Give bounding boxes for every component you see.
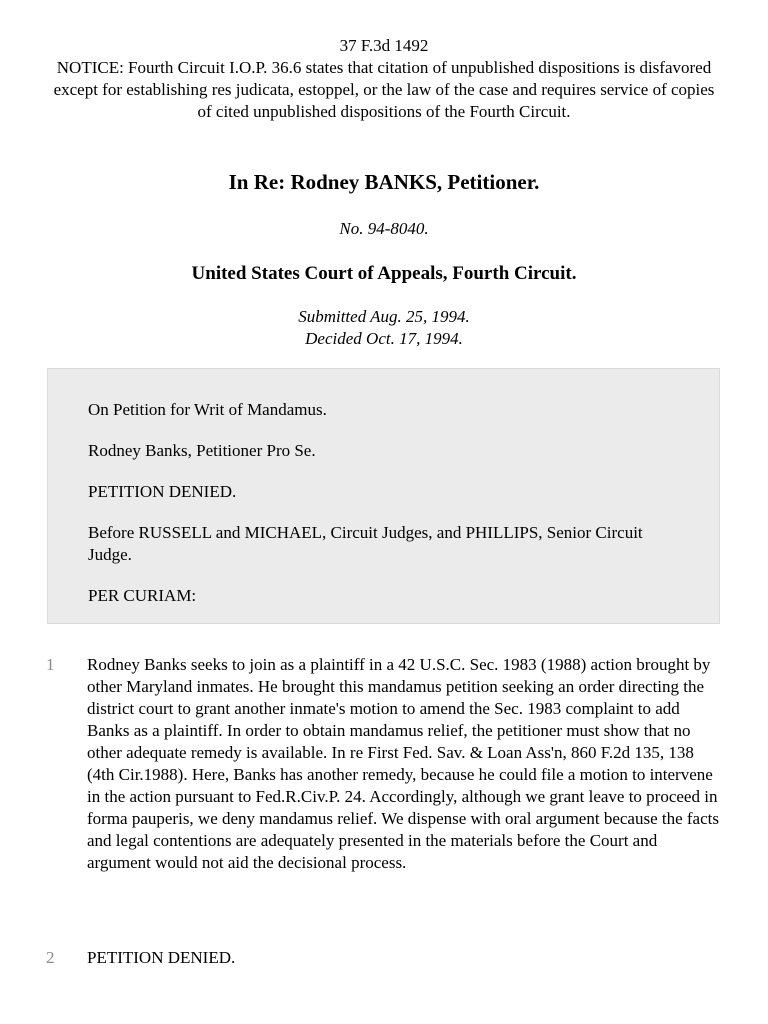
case-title: In Re: Rodney BANKS, Petitioner. [228,170,540,194]
court-name: United States Court of Appeals, Fourth Circuit. [191,263,577,284]
citation: 37 F.3d 1492 [339,36,429,55]
case-dates [0,306,768,350]
paragraph-number: 1 [46,655,55,674]
decided-date: Decided Oct. 17, 1994. [305,329,463,348]
unpublished-notice: NOTICE: Fourth Circuit I.O.P. 36.6 states that citation of unpublished dispositions is disfavored except for establishing res judicata, estoppel, or the law of the case and requires service of copies of cited unpublished dispositions of the Fourth Circuit. [53,58,715,121]
panel: Before RUSSELL and MICHAEL, Circuit Judges, and PHILLIPS, Senior Circuit Judge. [88,523,643,564]
per-curiam: PER CURIAM: [88,586,197,605]
counsel: Rodney Banks, Petitioner Pro Se. [88,441,316,460]
disposition: PETITION DENIED. [88,482,237,501]
submitted-date: Submitted Aug. 25, 1994. [298,307,470,326]
preliminary-box [47,368,720,624]
docket-number: No. 94-8040. [339,219,429,238]
document-header [50,35,718,123]
paragraph-text: Rodney Banks seeks to join as a plaintiff in a 42 U.S.C. Sec. 1983 (1988) action brought by other Maryland inmates. He brought this mandamus petition seeking an order directing the district court to grant another inmate's motion to amend the Sec. 1983 complaint to add Banks as a plaintiff. In order to obtain mandamus relief, the petitioner must show that no other adequate remedy is available. In re First Fed. Sav. & Loan Ass'n, 860 F.2d 135, 138 (4th Cir.1988). Here, Banks has another remedy, because he could file a motion to intervene in the action pursuant to Fed.R.Civ.P. 24. Accordingly, although we grant leave to proceed in forma pauperis, we deny mandamus relief. We dispense with oral argument because the facts and legal contentions are adequately presented in the materials before the Court and argument would not aid the decisional process. [87,655,719,872]
petition-type: On Petition for Writ of Mandamus. [88,400,327,419]
paragraph-text: PETITION DENIED. [87,948,236,967]
paragraph-number: 2 [46,948,55,967]
